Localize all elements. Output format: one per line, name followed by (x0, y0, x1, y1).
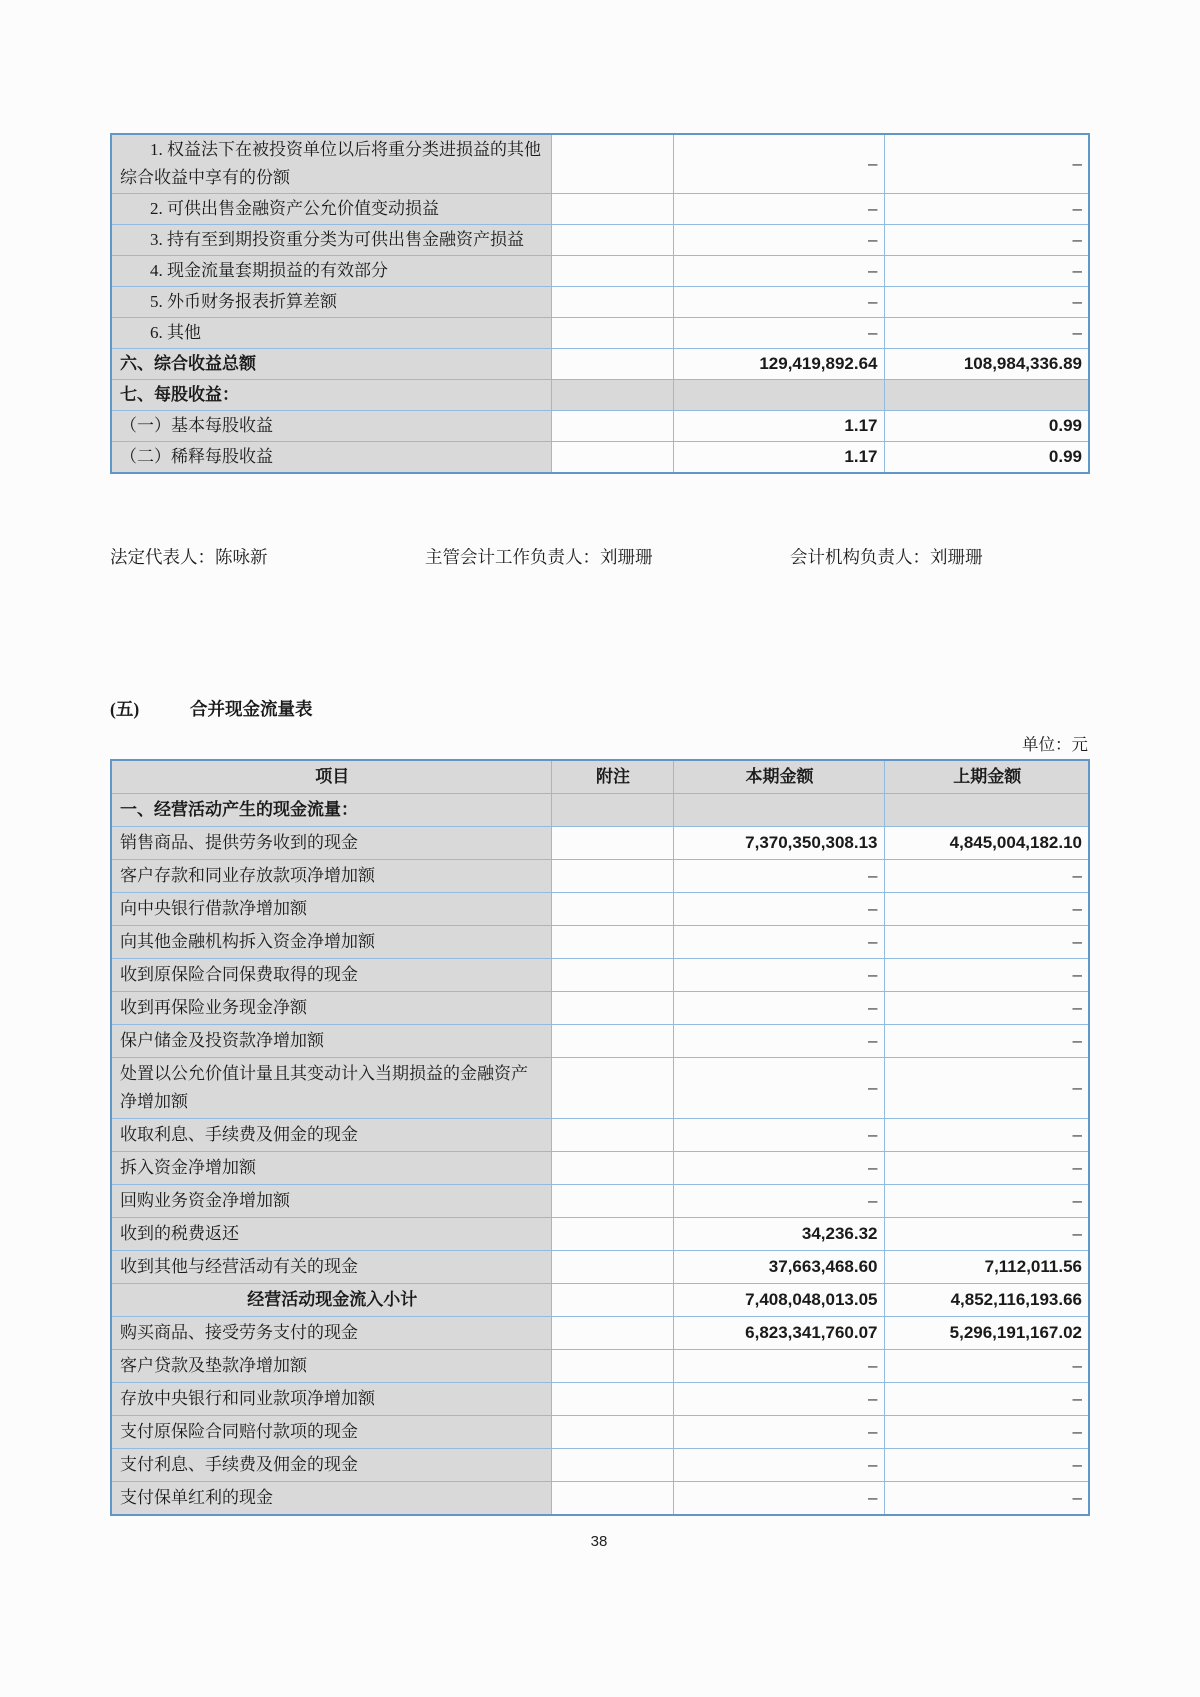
prior-amount-cell: – (884, 1482, 1089, 1516)
current-amount-cell: 129,419,892.64 (673, 349, 884, 380)
note-cell (551, 959, 673, 992)
current-amount-cell: 37,663,468.60 (673, 1251, 884, 1284)
note-cell (551, 893, 673, 926)
note-cell (551, 1152, 673, 1185)
item-cell: 收到再保险业务现金净额 (111, 992, 551, 1025)
prior-amount-cell: – (884, 225, 1089, 256)
current-amount-cell: – (673, 194, 884, 225)
item-cell: 回购业务资金净增加额 (111, 1185, 551, 1218)
current-amount-cell: – (673, 926, 884, 959)
table-row (111, 1482, 1089, 1516)
income-table-body (111, 134, 1089, 473)
item-cell: 拆入资金净增加额 (111, 1152, 551, 1185)
note-cell (551, 1449, 673, 1482)
note-cell (551, 1119, 673, 1152)
item-cell: 6. 其他 (111, 318, 551, 349)
note-cell (551, 256, 673, 287)
prior-amount-cell: 4,845,004,182.10 (884, 827, 1089, 860)
item-cell: 2. 可供出售金融资产公允价值变动损益 (111, 194, 551, 225)
prior-amount-cell: – (884, 287, 1089, 318)
note-cell (551, 442, 673, 474)
prior-amount-cell: – (884, 194, 1089, 225)
prior-amount-cell: – (884, 992, 1089, 1025)
table-row (111, 194, 1089, 225)
item-cell: 保户储金及投资款净增加额 (111, 1025, 551, 1058)
table-row (111, 349, 1089, 380)
current-amount-cell (673, 380, 884, 411)
item-cell: 向其他金融机构拆入资金净增加额 (111, 926, 551, 959)
current-amount-cell: 7,408,048,013.05 (673, 1284, 884, 1317)
item-cell: 支付保单红利的现金 (111, 1482, 551, 1516)
current-amount-cell: 1.17 (673, 442, 884, 474)
current-amount-cell: – (673, 1152, 884, 1185)
current-amount-cell: 34,236.32 (673, 1218, 884, 1251)
signature-line (110, 546, 1088, 568)
note-cell (551, 1482, 673, 1516)
current-amount-cell: – (673, 1416, 884, 1449)
table-row (111, 287, 1089, 318)
item-cell: （一）基本每股收益 (111, 411, 551, 442)
prior-amount-cell: – (884, 256, 1089, 287)
header-note: 附注 (551, 760, 673, 794)
prior-amount-cell: – (884, 959, 1089, 992)
unit-note: 单位：元 (1022, 735, 1088, 754)
current-amount-cell: – (673, 893, 884, 926)
prior-amount-cell: – (884, 1119, 1089, 1152)
prior-amount-cell: 108,984,336.89 (884, 349, 1089, 380)
cashflow-table-body (111, 794, 1089, 1516)
item-cell: 购买商品、接受劳务支付的现金 (111, 1317, 551, 1350)
item-cell: 4. 现金流量套期损益的有效部分 (111, 256, 551, 287)
prior-amount-cell: – (884, 134, 1089, 194)
accounting-department-head: 会计机构负责人：刘珊珊 (790, 547, 983, 567)
current-amount-cell: – (673, 959, 884, 992)
table-row (111, 1284, 1089, 1317)
item-cell: 支付原保险合同赔付款项的现金 (111, 1416, 551, 1449)
table-row (111, 1350, 1089, 1383)
prior-amount-cell: 7,112,011.56 (884, 1251, 1089, 1284)
current-amount-cell: – (673, 256, 884, 287)
table-header-row (111, 760, 1089, 794)
item-cell: 客户贷款及垫款净增加额 (111, 1350, 551, 1383)
table-row (111, 318, 1089, 349)
current-amount-cell: – (673, 1383, 884, 1416)
prior-amount-cell: – (884, 1449, 1089, 1482)
item-cell: 六、综合收益总额 (111, 349, 551, 380)
current-amount-cell: – (673, 992, 884, 1025)
note-cell (551, 1185, 673, 1218)
table-row (111, 1317, 1089, 1350)
note-cell (551, 1317, 673, 1350)
current-amount-cell: – (673, 1185, 884, 1218)
current-amount-cell: – (673, 1119, 884, 1152)
item-cell: 3. 持有至到期投资重分类为可供出售金融资产损益 (111, 225, 551, 256)
table-row (111, 1218, 1089, 1251)
item-cell: 收取利息、手续费及佣金的现金 (111, 1119, 551, 1152)
item-cell: 支付利息、手续费及佣金的现金 (111, 1449, 551, 1482)
note-cell (551, 349, 673, 380)
report-page-content (110, 0, 1088, 1552)
note-cell (551, 194, 673, 225)
current-amount-cell: – (673, 1058, 884, 1119)
current-amount-cell: 6,823,341,760.07 (673, 1317, 884, 1350)
table-row (111, 893, 1089, 926)
note-cell (551, 926, 673, 959)
current-amount-cell: – (673, 1350, 884, 1383)
note-cell (551, 1251, 673, 1284)
header-prior-period: 上期金额 (884, 760, 1089, 794)
item-cell: 收到原保险合同保费取得的现金 (111, 959, 551, 992)
table-row (111, 225, 1089, 256)
note-cell (551, 380, 673, 411)
section-number: (五) (110, 699, 140, 719)
current-amount-cell: 1.17 (673, 411, 884, 442)
current-amount-cell: – (673, 134, 884, 194)
note-cell (551, 827, 673, 860)
current-amount-cell: – (673, 1482, 884, 1516)
prior-amount-cell: – (884, 1058, 1089, 1119)
current-amount-cell: – (673, 1449, 884, 1482)
note-cell (551, 1383, 673, 1416)
table-row (111, 411, 1089, 442)
item-cell: 经营活动现金流入小计 (111, 1284, 551, 1317)
prior-amount-cell: – (884, 1416, 1089, 1449)
table-row (111, 959, 1089, 992)
legal-representative: 法定代表人：陈咏新 (110, 547, 268, 567)
table-row (111, 1119, 1089, 1152)
table-row (111, 442, 1089, 474)
cashflow-table (110, 759, 1090, 1516)
note-cell (551, 1350, 673, 1383)
table-row (111, 794, 1089, 827)
table-row (111, 134, 1089, 194)
prior-amount-cell: – (884, 1383, 1089, 1416)
note-cell (551, 134, 673, 194)
table-row (111, 1251, 1089, 1284)
table-row (111, 380, 1089, 411)
table-row (111, 256, 1089, 287)
item-cell: 一、经营活动产生的现金流量： (111, 794, 551, 827)
prior-amount-cell: 0.99 (884, 442, 1089, 474)
note-cell (551, 411, 673, 442)
item-cell: 1. 权益法下在被投资单位以后将重分类进损益的其他综合收益中享有的份额 (111, 134, 551, 194)
item-cell: 销售商品、提供劳务收到的现金 (111, 827, 551, 860)
item-cell: （二）稀释每股收益 (111, 442, 551, 474)
table-row (111, 1449, 1089, 1482)
current-amount-cell: – (673, 318, 884, 349)
note-cell (551, 225, 673, 256)
item-cell: 收到的税费返还 (111, 1218, 551, 1251)
note-cell (551, 860, 673, 893)
prior-amount-cell: 4,852,116,193.66 (884, 1284, 1089, 1317)
prior-amount-cell: – (884, 1152, 1089, 1185)
prior-amount-cell (884, 380, 1089, 411)
note-cell (551, 794, 673, 827)
header-item: 项目 (111, 760, 551, 794)
item-cell: 客户存款和同业存放款项净增加额 (111, 860, 551, 893)
item-cell: 5. 外币财务报表折算差额 (111, 287, 551, 318)
table-row (111, 1152, 1089, 1185)
current-amount-cell (673, 794, 884, 827)
item-cell: 七、每股收益： (111, 380, 551, 411)
table-row (111, 1416, 1089, 1449)
prior-amount-cell: – (884, 1218, 1089, 1251)
page-number: 38 (590, 1533, 608, 1550)
table-row (111, 1058, 1089, 1119)
note-cell (551, 1416, 673, 1449)
prior-amount-cell: 0.99 (884, 411, 1089, 442)
section-heading (110, 698, 1088, 720)
item-cell: 向中央银行借款净增加额 (111, 893, 551, 926)
prior-amount-cell: – (884, 860, 1089, 893)
table-row (111, 827, 1089, 860)
prior-amount-cell (884, 794, 1089, 827)
prior-amount-cell: – (884, 1025, 1089, 1058)
current-amount-cell: – (673, 225, 884, 256)
current-amount-cell: – (673, 287, 884, 318)
table-row (111, 992, 1089, 1025)
chief-accounting-officer: 主管会计工作负责人：刘珊珊 (425, 547, 653, 567)
prior-amount-cell: – (884, 318, 1089, 349)
current-amount-cell: – (673, 1025, 884, 1058)
current-amount-cell: 7,370,350,308.13 (673, 827, 884, 860)
prior-amount-cell: 5,296,191,167.02 (884, 1317, 1089, 1350)
item-cell: 收到其他与经营活动有关的现金 (111, 1251, 551, 1284)
header-current-period: 本期金额 (673, 760, 884, 794)
table-row (111, 860, 1089, 893)
note-cell (551, 1025, 673, 1058)
prior-amount-cell: – (884, 893, 1089, 926)
prior-amount-cell: – (884, 926, 1089, 959)
note-cell (551, 1284, 673, 1317)
comprehensive-income-table (110, 133, 1090, 474)
prior-amount-cell: – (884, 1185, 1089, 1218)
current-amount-cell: – (673, 860, 884, 893)
section-title: 合并现金流量表 (190, 699, 313, 719)
table-row (111, 1025, 1089, 1058)
note-cell (551, 1218, 673, 1251)
table-row (111, 1383, 1089, 1416)
note-cell (551, 287, 673, 318)
note-cell (551, 318, 673, 349)
table-row (111, 1185, 1089, 1218)
prior-amount-cell: – (884, 1350, 1089, 1383)
item-cell: 处置以公允价值计量且其变动计入当期损益的金融资产净增加额 (111, 1058, 551, 1119)
note-cell (551, 992, 673, 1025)
table-row (111, 926, 1089, 959)
note-cell (551, 1058, 673, 1119)
item-cell: 存放中央银行和同业款项净增加额 (111, 1383, 551, 1416)
